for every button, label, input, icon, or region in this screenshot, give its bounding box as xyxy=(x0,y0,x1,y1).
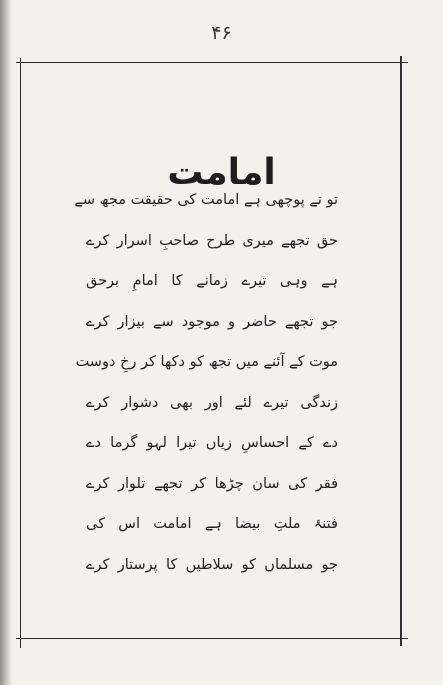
binding-gutter-shadow xyxy=(0,0,12,685)
verse-line: زندگی تیرے لئے اور بھی دشوار کرے xyxy=(86,394,338,411)
verse-line: جو مسلماں کو سلاطیں کا پرستار کرے xyxy=(86,556,338,573)
verse-line: فتنۂ ملتِ بیضا ہے امامت اس کی xyxy=(86,516,338,532)
verse-line: فقر کی سان چڑھا کر تجھے تلوار کرے xyxy=(86,475,338,492)
frame-left-rule xyxy=(20,58,21,648)
verse-line: ہے وہی تیرے زمانے کا امامِ برحق xyxy=(86,273,338,289)
verse-line: تو نے پوچھی ہے امامت کی حقیقت مجھ سے xyxy=(74,192,338,208)
poem-title: امامت xyxy=(167,152,276,194)
verse-line: حق تجھے میری طرح صاحبِ اسرار کرے xyxy=(86,232,338,249)
poem-body xyxy=(74,180,338,585)
verse-line: دے کے احساسِ زیاں تیرا لہو گرما دے xyxy=(86,435,338,451)
verse-line: موت کے آئنے میں تجھ کو دکھا کر رخِ دوست xyxy=(75,354,338,370)
page-number: ۴۶ xyxy=(211,22,232,44)
frame-right-rule xyxy=(400,56,402,646)
verse-line: جو تجھے حاضر و موجود سے بیزار کرے xyxy=(86,313,338,330)
